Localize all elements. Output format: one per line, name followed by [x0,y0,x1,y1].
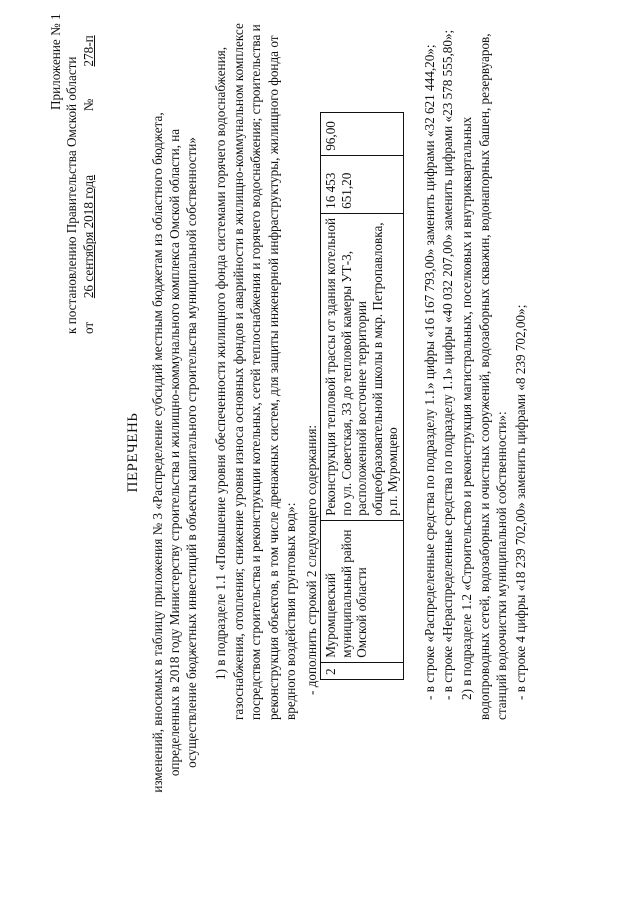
object-line: общеобразовательной школы в мкр. Петропавловка, [369,222,385,516]
amount-cell: 16 453 651,20 [321,155,404,213]
paragraph-1 [212,23,300,720]
paragraph-1-line: вредного воздействия грунтовых вод»: [283,502,299,720]
paragraph-1-line: посредством строительства и реконструкции котельных, сетей теплоснабжения и горячего водоснабжения; строительства и [248,24,264,720]
inserted-table-row [320,112,404,680]
object-line: Реконструкция тепловой трассы от здания котельной [323,217,338,516]
object-line: по ул. Советская, 33 до тепловой камеры УТ-3, [338,250,354,516]
appendix-date-line [81,35,96,334]
add-row-intro: - дополнить строкой 2 следующего содержания: [304,424,319,695]
subtitle-line-1: изменений, вносимых в таблицу приложения № 3 «Распределение субсидий местным бюджетам из областного бюджета, [150,112,165,793]
from-label: от [81,321,96,334]
paragraph-2-line: станций водоочистки муниципальной собственности»: [494,411,510,720]
subtitle-line-2: определенных в 2018 году Министерству строительства и жилищно-коммунального комплекса Омской области, на [167,128,182,777]
paragraph-1-line: газоснабжения, отопления; снижение уровня износа основных фондов и аварийности в жилищно-коммунальном комплексе [230,23,246,720]
subtitle-line-3: осуществление бюджетных инвестиций в объекты капитального строительства муниципальной собственности» [184,137,199,768]
appendix-number: 278-п [81,35,96,67]
document-title: ПЕРЕЧЕНЬ [125,412,141,493]
appendix-date: 26 сентября 2018 года [81,174,96,299]
change-line-2: - в строке «Нераспределенные средства по подразделу 1.1» цифры «40 032 207,00» заменить цифрами «23 578 555,80»; [440,29,455,700]
paragraph-1-line: 1) в подразделе 1.1 «Повышение уровня обеспеченности жилищного фонда системами горячего водоснабжения, [213,46,228,680]
municipality-line: Омской области [354,567,369,658]
percent-cell: 96,00 [321,113,404,156]
municipality-cell [321,520,404,662]
change-line-1: - в строке «Распределенные средства по подразделу 1.1» цифры «16 167 793,00» заменить цифрами «32 621 444,20»; [422,44,437,700]
paragraph-2 [458,33,511,720]
paragraph-2-line: водопроводных сетей, водозаборных и очистных сооружений, водозаборных скважин, водонапорных башен, резервуаров, [476,33,492,720]
object-line: р.п. Муромцево [385,427,400,516]
paragraph-1-line: реконструкция объектов, в том числе дренажных систем, для защиты инженерной инфраструктуры, жилищного фонда от [265,35,281,720]
number-label: № [81,98,96,112]
row-number-cell: 2 [321,662,404,679]
appendix-line1: Приложение № 1 [48,13,63,110]
object-cell [321,213,404,520]
paragraph-2-line: 2) в подразделе 1.2 «Строительство и реконструкция магистральных, поселковых и внутриквартальных [459,116,474,700]
municipality-line: муниципальный район [338,529,354,658]
appendix-line2: к постановлению Правительства Омской области [64,56,79,334]
table-row [321,113,404,680]
municipality-line: Муромцевский [323,573,338,658]
object-line: расположенной восточнее территории [354,301,369,516]
change-line-3: - в строке 4 цифры «18 239 702,00» заменить цифрами «8 239 702,00»; [513,304,528,700]
